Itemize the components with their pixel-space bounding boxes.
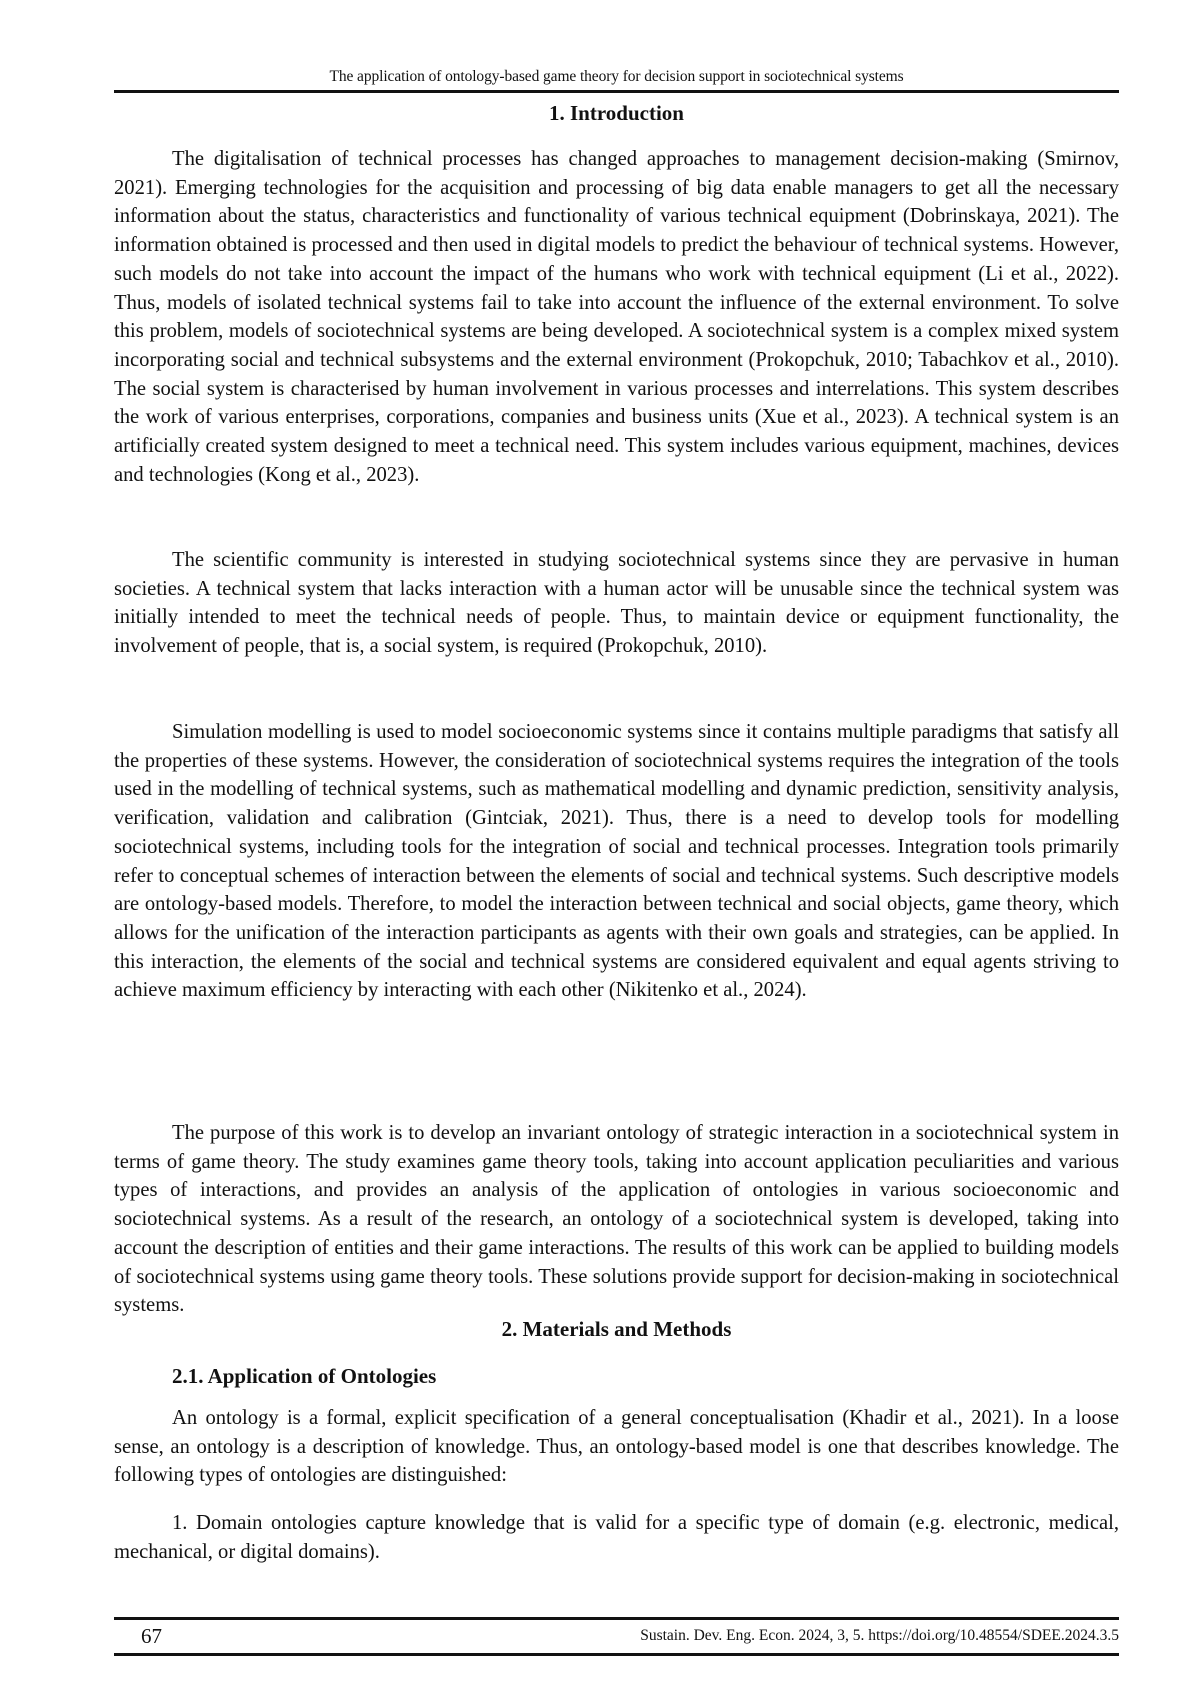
footer-divider-top xyxy=(114,1617,1119,1620)
running-title: The application of ontology-based game theory for decision support in sociotechnical systems xyxy=(329,68,904,85)
paragraph: Simulation modelling is used to model socioeconomic systems since it contains multiple paradigms that satisfy all the properties of these systems. However, the consideration of sociotechnical systems requires the integration of the tools used in the modelling of technical systems, such as mathematical modelling and dynamic prediction, sensitivity analysis, verification, validation and calibration (Gintciak, 2021). Thus, there is a need to develop tools for modelling sociotechnical systems, including tools for the integration of social and technical processes. Integration tools primarily refer to conceptual schemes of interaction between the elements of social and technical systems. Such descriptive models are ontology-based models. Therefore, to model the interaction between technical and social objects, game theory, which allows for the unification of the interaction participants as agents with their own goals and strategies, can be applied. In this interaction, the elements of the social and technical systems are considered equivalent and equal agents striving to achieve maximum efficiency by interacting with each other (Nikitenko et al., 2024). xyxy=(114,721,1119,1002)
paragraph: The purpose of this work is to develop an invariant ontology of strategic interaction in a sociotechnical system in terms of game theory. The study examines game theory tools, taking into account application peculiarities and various types of interactions, and provides an analysis of the application of ontologies in various socioeconomic and sociotechnical systems. As a result of the research, an ontology of a sociotechnical system is developed, taking into account the description of entities and their game interactions. The results of this work can be applied to building models of sociotechnical systems using game theory tools. These solutions provide support for decision-making in sociotechnical systems. xyxy=(114,1122,1119,1317)
paragraph: The scientific community is interested in studying sociotechnical systems since they are pervasive in human societies. A technical system that lacks interaction with a human actor will be unusable since the technical system was initially intended to meet the technical needs of people. Thus, to maintain device or equipment functionality, the involvement of people, that is, a social system, is required (Prokopchuk, 2010). xyxy=(114,549,1119,658)
page-number: 67 xyxy=(141,1624,162,1648)
paragraph: An ontology is a formal, explicit specification of a general conceptualisation (Khadir et al., 2021). In a loose sense, an ontology is a description of knowledge. Thus, an ontology-based model is one that describes knowledge. The following types of ontologies are distinguished: xyxy=(114,1407,1119,1487)
section-title-introduction: 1. Introduction xyxy=(549,101,684,125)
journal-citation: Sustain. Dev. Eng. Econ. 2024, 3, 5. https://doi.org/10.48554/SDEE.2024.3.5 xyxy=(640,1627,1119,1644)
section-title-materials-methods: 2. Materials and Methods xyxy=(501,1317,732,1341)
footer-divider-bottom xyxy=(114,1653,1119,1656)
paragraph: The digitalisation of technical processes has changed approaches to management decision-making (Smirnov, 2021). Emerging technologies for the acquisition and processing of big data enable managers to get all the necessary information about the status, characteristics and functionality of various technical equipment (Dobrinskaya, 2021). The information obtained is processed and then used in digital models to predict the behaviour of technical systems. However, such models do not take into account the impact of the humans who work with technical equipment (Li et al., 2022). Thus, models of isolated technical systems fail to take into account the influence of the external environment. To solve this problem, models of sociotechnical systems are being developed. A sociotechnical system is a complex mixed system incorporating social and technical subsystems and the external environment (Prokopchuk, 2010; Tabachkov et al., 2010). The social system is characterised by human involvement in various processes and interrelations. This system describes the work of various enterprises, corporations, companies and business units (Xue et al., 2023). A technical system is an artificially created system designed to meet a technical need. This system includes various equipment, machines, devices and technologies (Kong et al., 2023). xyxy=(114,148,1119,486)
subsection-title-application-of-ontologies: 2.1. Application of Ontologies xyxy=(172,1364,437,1388)
header-divider xyxy=(114,90,1119,93)
list-item: 1. Domain ontologies capture knowledge that is valid for a specific type of domain (e.g. electronic, medical, mechanical, or digital domains). xyxy=(114,1512,1119,1563)
